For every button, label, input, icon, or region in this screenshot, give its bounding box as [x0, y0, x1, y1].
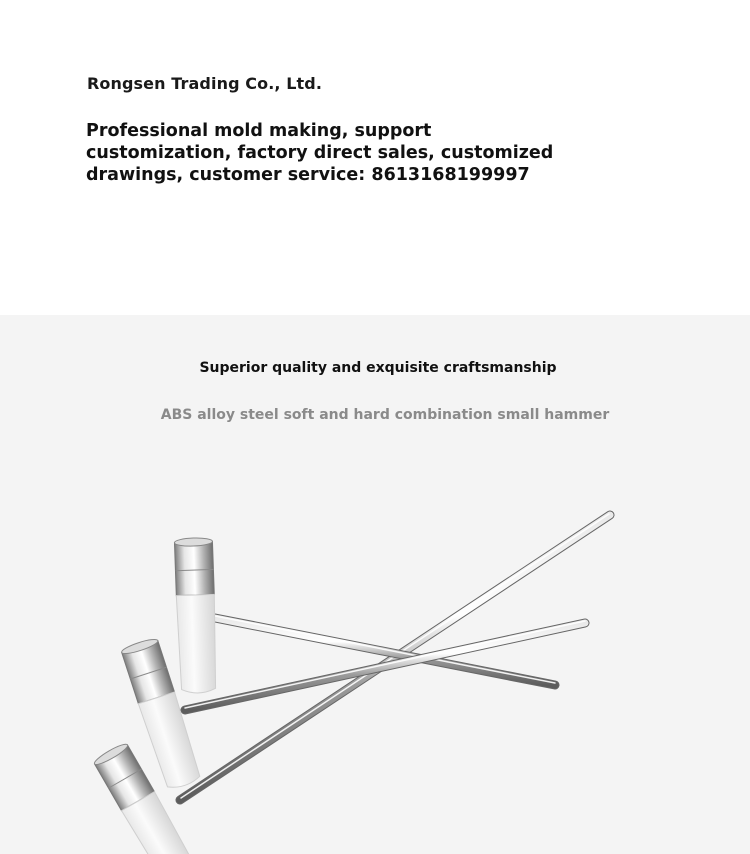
feature-subhead: ABS alloy steel soft and hard combination small hammer	[160, 407, 610, 423]
hammer-rod-middle	[185, 621, 585, 710]
feature-section	[0, 315, 750, 854]
company-description: Professional mold making, support customization, factory direct sales, customized drawings, customer service: 8613168199997	[86, 121, 554, 185]
header-section	[0, 0, 750, 315]
feature-headline: Superior quality and exquisite craftsmanship	[199, 360, 557, 376]
hammer-rod-top	[215, 616, 555, 685]
hammer-head-top	[174, 537, 217, 693]
product-image	[0, 315, 750, 854]
company-name: Rongsen Trading Co., Ltd.	[87, 74, 323, 93]
